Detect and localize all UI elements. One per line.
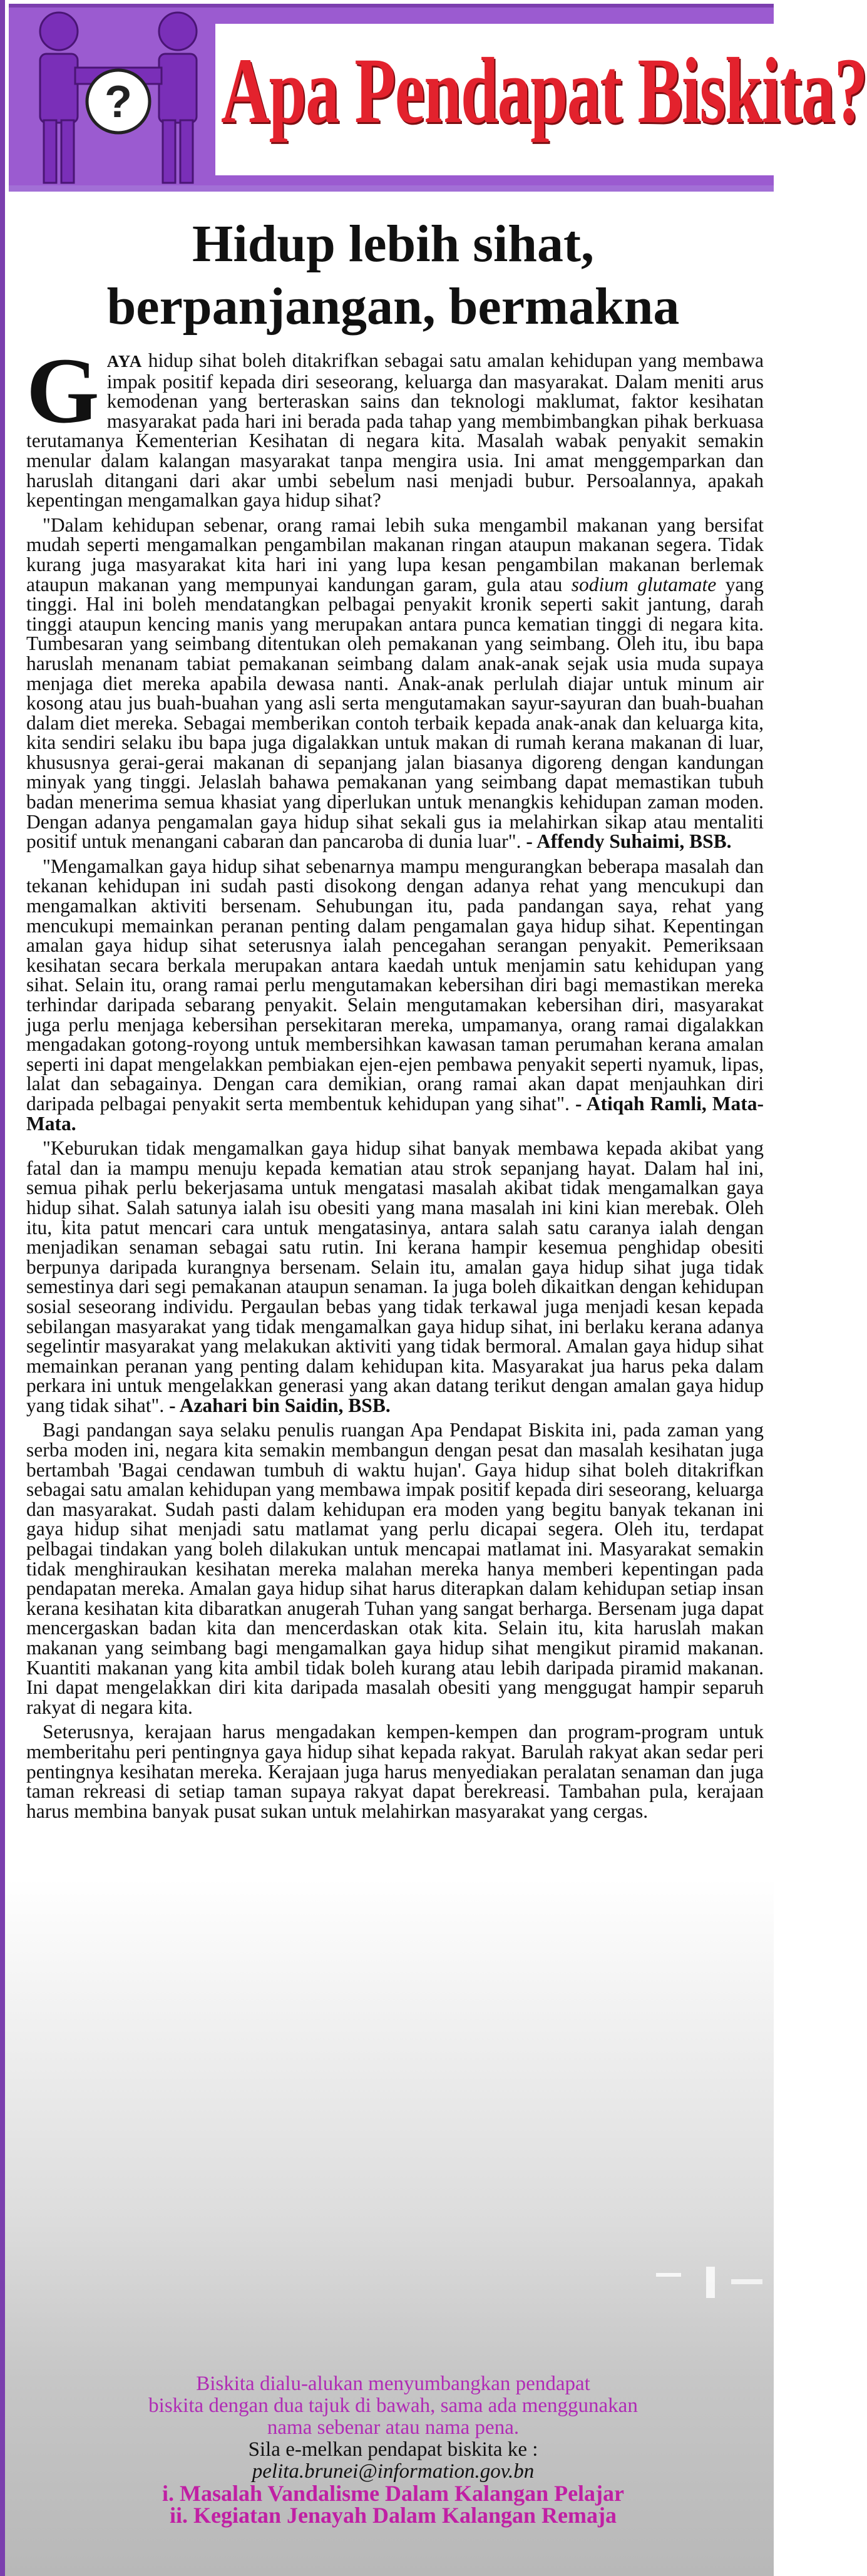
topic-1: i. Masalah Vandalisme Dalam Kalangan Pelajar [162,2481,625,2506]
invite-line-1: Biskita dialu-alukan menyumbangkan pendapat [196,2372,590,2395]
email-label: Sila e-melkan pendapat biskita ke : [248,2438,538,2461]
paragraph-text: Seterusnya, kerajaan harus mengadakan kempen-kempen dan program-program untuk memberitahu peri pentingnya gaya hidup sihat kepada rakyat. Barulah rakyat akan sedar peri pentingnya kesihatan mereka. Kerajaan juga harus menyediakan peralatan senaman dan juga taman rekreasi di setiap taman supaya rakyat dapat berekreasi. Tambahan pula, kerajaan harus membina banyak pusat sukan untuk melahirkan masyarakat yang cergas. [26,1721,764,1822]
topic-2: ii. Kegiatan Jenayah Dalam Kalangan Remaja [169,2503,617,2528]
drop-cap: G [26,339,100,443]
svg-text:?: ? [105,77,132,127]
column-title: Apa Pendapat Biskita? [221,39,867,143]
paragraph-opinion-3 [26,1138,764,1415]
paragraph-text: yang tinggi. Hal ini boleh mendatangkan pelbagai penyakit kronik seperti sakit jantung, darah tinggi ataupun kencing manis yang merupakan antara punca kematian tinggi di negara kita. Tumbesaran yang seimbang ditentukan oleh pemakanan yang seimbang. Oleh itu, ibu bapa haruslah menanam tabiat pemakanan seimbang dalam anak-anak sejak usia muda supaya menjaga diet mereka apabila dewasa nanti. Anak-anak perlulah diajar untuk minum air kosong atau jus buah-buahan yang asli serta mengutamakan sayur-sayuran dan buah-buahan dalam diet mereka. Sebagai memberikan contoh terbaik kepada anak-anak dan keluarga kita, kita sendiri selaku ibu bapa juga digalakkan untuk makan di rumah kerana makanan di luar, khususnya gerai-gerai makanan di sepanjang jalan biasanya digoreng dengan kandungan minyak yang tinggi. Jelaslah bahawa pemakanan yang seimbang dapat memastikan tubuh badan menerima semua khasiat yang diperlukan untuk menangkis kehidupan zaman moden. Dengan adanya pengamalan gaya hidup sihat sekali gus ia melahirkan sikap atau mentaliti positif untuk menangani cabaran dan pancaroba di dunia luar". [26,573,764,853]
paragraph-conclusion [26,1722,764,1821]
invite-line-2: biskita dengan dua tajuk di bawah, sama ada menggunakan [148,2394,638,2417]
two-people-question-icon [21,8,215,193]
decorative-marks [631,2254,775,2354]
email-address[interactable]: pelita.brunei@information.gov.bn [252,2460,535,2483]
headline-line-2: berpanjangan, bermakna [106,277,680,336]
paragraph-opinion-1 [26,515,764,852]
paragraph-text: "Keburukan tidak mengamalkan gaya hidup sihat banyak membawa kepada akibat yang fatal dan ia mampu menuju kepada kematian atau strok sepanjang hayat. Dalam hal ini, semua pihak perlu bekerjasama untuk mengatasi masalah akibat tidak mengamalkan gaya hidup sihat. Salah satunya ialah isu obesiti yang mana masalah ini kini kian merebak. Oleh itu, kita patut mencari cara untuk mengatasinya, antara salah satu caranya ialah dengan menjadikan senaman sebagai satu rutin. Ini kerana hampir kesemua penghidap obesiti berpunya daripada kurangnya bersenam. Selain itu, amalan gaya hidup sihat juga tidak semestinya dari segi pemakanan ataupun senaman. Ia juga boleh dikaitkan dengan kehidupan sosial seseorang individu. Pergaulan bebas yang tidak terkawal juga menjadi kesan kepada sebilangan masyarakat yang tidak mengamalkan gaya hidup sihat, ini berlaku kerana adanya segelintir masyarakat yang melakukan aktiviti yang tidak bermoral. Amalan gaya hidup sihat memainkan peranan yang penting dalam kehidupan kita. Masyarakat jua harus peka dalam perkara ini untuk mengelakkan generasi yang akan datang terikut dengan amalan gaya hidup yang tidak sihat". [26,1137,764,1416]
article-headline [30,213,756,338]
submission-footer [30,2373,756,2527]
paragraph-text: "Mengamalkan gaya hidup sihat sebenarnya mampu mengurangkan beberapa masalah dan tekanan kehidupan ini sudah pasti disokong dengan adanya rehat yang mencukupi dan mengamalkan aktiviti bersenam. Sehubungan itu, pada pandangan saya, rehat yang mencukupi memainkan peranan penting dalam pengamalan gaya hidup sihat. Kepentingan amalan gaya hidup sihat seterusnya ialah pencegahan serangan penyakit. Pemeriksaan kesihatan secara berkala merupakan antara kaedah untuk menjamin satu kehidupan yang sihat. Selain itu, orang ramai perlu mengutamakan kebersihan diri bagi memastikan mereka terhindar daripada sebarang penyakit. Selain mengutamakan kebersihan diri, masyarakat juga perlu menjaga kebersihan persekitaran mereka, umpamanya, orang ramai digalakkan mengadakan gotong-royong untuk membersihkan kawasan taman perumahan kerana amalan seperti ini dapat mengelakkan pembiakan ejen-ejen pembawa penyakit seperti nyamuk, lipas, lalat dan sebagainya. Dengan cara demikian, orang ramai akan dapat menjauhkan diri daripada pelbagai penyakit serta membentuk kehidupan yang sihat". [26,855,764,1115]
author-credit: - Affendy Suhaimi, BSB. [526,830,732,853]
lead-word: AYA [106,352,143,371]
paragraph-text: hidup sihat boleh ditakrifkan sebagai satu amalan kehidupan yang membawa impak positif kepada diri seseorang, keluarga dan masyarakat. Dalam meniti arus kemodenan yang berteraskan sains dan teknologi maklumat, faktor kesihatan masyarakat pada hari ini berada pada tahap yang membimbangkan pihak berkuasa terutamanya Kementerian Kesihatan di negara kita. Masalah wabak penyakit semakin menular dalam kalangan masyarakat tanpa mengira usia. Ini amat menggemparkan dan haruslah ditangani dari akar umbi sebelum nasi menjadi bubur. Persoalannya, apakah kepentingan mengamalkan gaya hidup sihat? [26,349,764,512]
invite-line-3: nama sebenar atau nama pena. [267,2416,520,2439]
paragraph-intro [26,339,764,512]
headline-line-1: Hidup lebih sihat, [192,215,594,273]
author-credit: - Azahari bin Saidin, BSB. [169,1394,391,1416]
paragraph-opinion-2 [26,857,764,1133]
article-body [26,339,764,1826]
paragraph-text: "Dalam kehidupan sebenar, orang ramai lebih suka mengambil makanan yang bersifat mudah seperti mengamalkan pengambilan makanan ringan ataupun makanan segera. Tidak kurang juga masyarakat kita hari ini yang lupa kesan pengambilan makanan berlemak ataupun makanan yang mempunyai kandungan garam, gula atau [26,513,764,595]
paragraph-writer-view [26,1420,764,1717]
paragraph-text: Bagi pandangan saya selaku penulis ruangan Apa Pendapat Biskita ini, pada zaman yang serba moden ini, negara kita semakin membangun dengan pesat dan masalah kesihatan juga bertambah 'Bagai cendawan tumbuh di waktu hujan'. Gaya hidup sihat boleh ditakrifkan sebagai satu amalan kehidupan yang membawa impak positif kepada diri seseorang, keluarga dan masyarakat. Sudah pasti dalam kehidupan era moden yang begitu banyak tekanan ini gaya hidup sihat menjadi satu matlamat yang perlu dicapai segera. Oleh itu, terdapat pelbagai tindakan yang boleh dilakukan untuk mencapai matlamat ini. Masyarakat semakin tidak menghiraukan kesihatan mereka malahan mereka hanya memberi kepentingan pada pendapatan mereka. Amalan gaya hidup sihat harus diterapkan dalam kehidupan setiap insan kerana kesihatan kita dibaratkan anugerah Tuhan yang sangat berharga. Bersenam juga dapat mencergaskan badan kita dan mencerdaskan otak kita. Selain itu, kita haruslah makan makanan yang seimbang bagi mengamalkan gaya hidup sihat mengikut piramid makanan. Kuantiti makanan yang kita ambil tidak boleh kurang atau lebih daripada piramid makanan. Ini dapat mengelakkan diri kita daripada masalah obesiti yang menggugat hampir separuh rakyat di negara kita. [26,1419,764,1718]
italic-term: sodium glutamate [571,573,717,595]
author-credit: - Atiqah Ramli, Mata-Mata. [26,1092,764,1135]
